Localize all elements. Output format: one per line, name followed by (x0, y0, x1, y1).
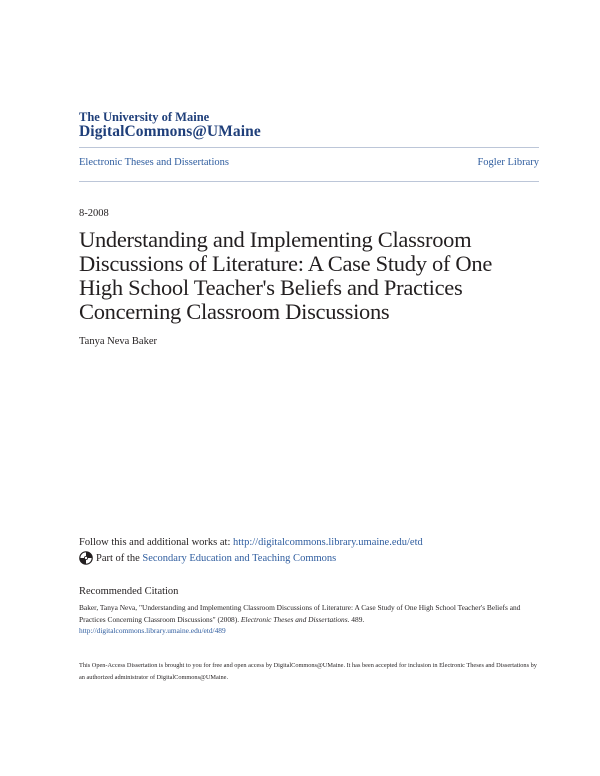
follow-url-link[interactable]: http://digitalcommons.library.umaine.edu/etd (233, 537, 423, 548)
publication-date: 8-2008 (79, 208, 109, 219)
title-line: Discussions of Literature: A Case Study of One (79, 251, 493, 276)
part-of-text: Part of the (96, 552, 140, 564)
part-of-line (79, 551, 336, 565)
citation-text (79, 602, 529, 637)
open-access-note: This Open-Access Dissertation is brought to you for free and open access by DigitalCommons@UMaine. It has been accepted for inclusion in Electronic Theses and Dissertations by an authorized administrator of DigitalCommons@UMaine. (79, 662, 537, 681)
author-name: Tanya Neva Baker (79, 336, 157, 347)
header-divider (79, 147, 539, 148)
citation-main: Baker, Tanya Neva, "Understanding and Implementing Classroom Discussions of Literature: A Case Study of One High School Teacher's Beliefs and Practices Concerning Classroom Discussions" (2008). (79, 603, 521, 624)
document-title (79, 228, 549, 324)
citation-heading: Recommended Citation (79, 586, 179, 597)
follow-text: Follow this and additional works at: (79, 537, 231, 548)
commons-link[interactable]: Secondary Education and Teaching Commons (142, 552, 337, 564)
citation-url-link[interactable]: http://digitalcommons.library.umaine.edu/etd/489 (79, 626, 226, 635)
collection-link[interactable]: Electronic Theses and Dissertations (79, 157, 229, 168)
commons-network-icon (79, 551, 93, 565)
library-link[interactable]: Fogler Library (477, 157, 539, 168)
citation-series: Electronic Theses and Dissertations. (240, 614, 350, 624)
title-line: High School Teacher's Beliefs and Practices (79, 275, 463, 300)
title-line: Understanding and Implementing Classroom (79, 227, 472, 252)
repository-name: DigitalCommons@UMaine (79, 123, 261, 140)
citation-number: 489. (351, 614, 365, 624)
nav-divider (79, 181, 539, 182)
title-line: Concerning Classroom Discussions (79, 299, 390, 324)
institution-name: The University of Maine (79, 110, 210, 124)
follow-line (79, 537, 423, 548)
